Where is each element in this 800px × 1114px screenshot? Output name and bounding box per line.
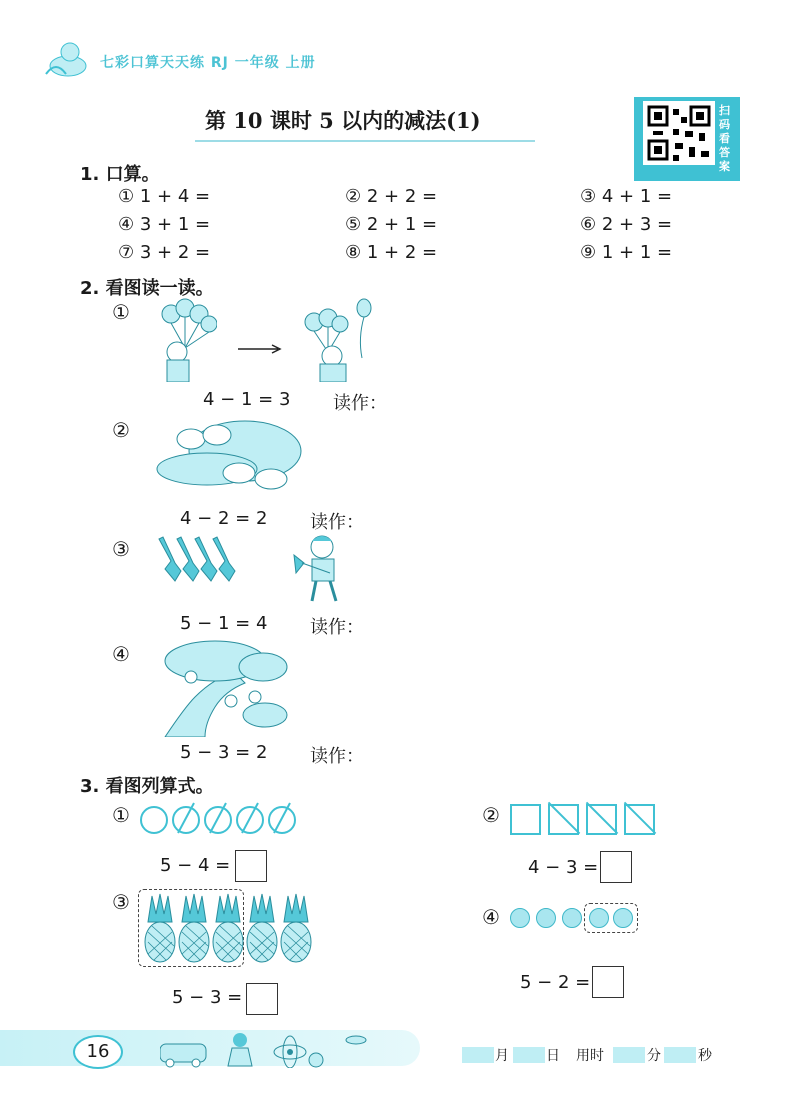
section-3-heading: 3. 看图列算式。 bbox=[80, 776, 214, 797]
square-shape bbox=[510, 804, 541, 835]
oral-item-9: ⑨ 1 + 1 = bbox=[580, 242, 673, 263]
circle-shape bbox=[140, 806, 168, 834]
qr-code-icon[interactable] bbox=[643, 101, 715, 165]
s2-equation-4: 5 − 3 = 2 bbox=[180, 742, 268, 763]
s2-item-2-number: ② bbox=[112, 418, 130, 442]
s2-equation-2: 4 − 2 = 2 bbox=[180, 508, 268, 529]
minutes-label: 分 bbox=[647, 1048, 661, 1064]
oral-item-2: ② 2 + 2 = bbox=[345, 186, 438, 207]
oral-item-6: ⑥ 2 + 3 = bbox=[580, 214, 673, 235]
month-label: 月 bbox=[495, 1048, 509, 1064]
dot-shape bbox=[510, 908, 530, 928]
dot-shape bbox=[536, 908, 556, 928]
section-2-heading: 2. 看图读一读。 bbox=[80, 278, 214, 299]
pineapples-image bbox=[142, 892, 322, 964]
month-fill-field[interactable] bbox=[462, 1047, 494, 1063]
answer-box-1[interactable] bbox=[235, 850, 267, 882]
s3-equation-4: 5 − 2 = bbox=[520, 972, 591, 993]
s2-equation-1: 4 − 1 = 3 bbox=[203, 389, 291, 410]
answer-box-4[interactable] bbox=[592, 966, 624, 998]
squirrels-tree-image bbox=[155, 637, 290, 737]
s2-read-label-2: 读作： bbox=[310, 512, 364, 533]
seconds-fill-field[interactable] bbox=[664, 1047, 696, 1063]
s3-equation-2: 4 − 3 = bbox=[528, 857, 599, 878]
child-balloons-image bbox=[155, 298, 217, 382]
oral-item-8: ⑧ 1 + 2 = bbox=[345, 242, 438, 263]
title-underline bbox=[195, 140, 535, 142]
page-title: 第 10 课时 5 以内的减法(1) bbox=[205, 108, 481, 133]
s3-equation-1: 5 − 4 = bbox=[160, 855, 231, 876]
dot-shape bbox=[589, 908, 609, 928]
oral-item-3: ③ 4 + 1 = bbox=[580, 186, 673, 207]
seconds-label: 秒 bbox=[698, 1048, 712, 1064]
answer-box-2[interactable] bbox=[600, 851, 632, 883]
s2-equation-3: 5 − 1 = 4 bbox=[180, 613, 268, 634]
page-number: 16 bbox=[73, 1035, 123, 1069]
s2-item-3-number: ③ bbox=[112, 537, 130, 561]
footer-decoration-icon bbox=[160, 1030, 370, 1068]
series-logo-icon bbox=[40, 40, 92, 80]
arrow-right-icon bbox=[238, 339, 282, 349]
s2-read-label-1: 读作： bbox=[333, 393, 387, 414]
s2-item-1-number: ① bbox=[112, 300, 130, 324]
dot-shape bbox=[562, 908, 582, 928]
dot-shape bbox=[613, 908, 633, 928]
s3-item-1-number: ① bbox=[112, 803, 130, 827]
shovels-image bbox=[155, 535, 247, 585]
s3-item-2-number: ② bbox=[482, 803, 500, 827]
day-fill-field[interactable] bbox=[513, 1047, 545, 1063]
s3-equation-3: 5 − 3 = bbox=[172, 987, 243, 1008]
section-1-heading: 1. 口算。 bbox=[80, 164, 160, 185]
s2-read-label-4: 读作： bbox=[310, 746, 364, 767]
book-series-title: 七彩口算天天练 RJ 一年级 上册 bbox=[100, 55, 316, 71]
oral-item-7: ⑦ 3 + 2 = bbox=[118, 242, 211, 263]
boy-with-shovel-image bbox=[290, 533, 352, 605]
qr-label: 扫码看答案 bbox=[719, 104, 730, 173]
day-label: 日 bbox=[546, 1048, 560, 1064]
s3-item-4-number: ④ bbox=[482, 905, 500, 929]
answer-box-3[interactable] bbox=[246, 983, 278, 1015]
frogs-lily-pad-image bbox=[155, 413, 305, 503]
minutes-fill-field[interactable] bbox=[613, 1047, 645, 1063]
oral-item-4: ④ 3 + 1 = bbox=[118, 214, 211, 235]
oral-item-1: ① 1 + 4 = bbox=[118, 186, 211, 207]
s3-item-3-number: ③ bbox=[112, 890, 130, 914]
child-balloons-after-image bbox=[300, 298, 374, 382]
s2-item-4-number: ④ bbox=[112, 642, 130, 666]
s2-read-label-3: 读作： bbox=[310, 617, 364, 638]
oral-item-5: ⑤ 2 + 1 = bbox=[345, 214, 438, 235]
time-used-label: 用时 bbox=[576, 1048, 604, 1064]
